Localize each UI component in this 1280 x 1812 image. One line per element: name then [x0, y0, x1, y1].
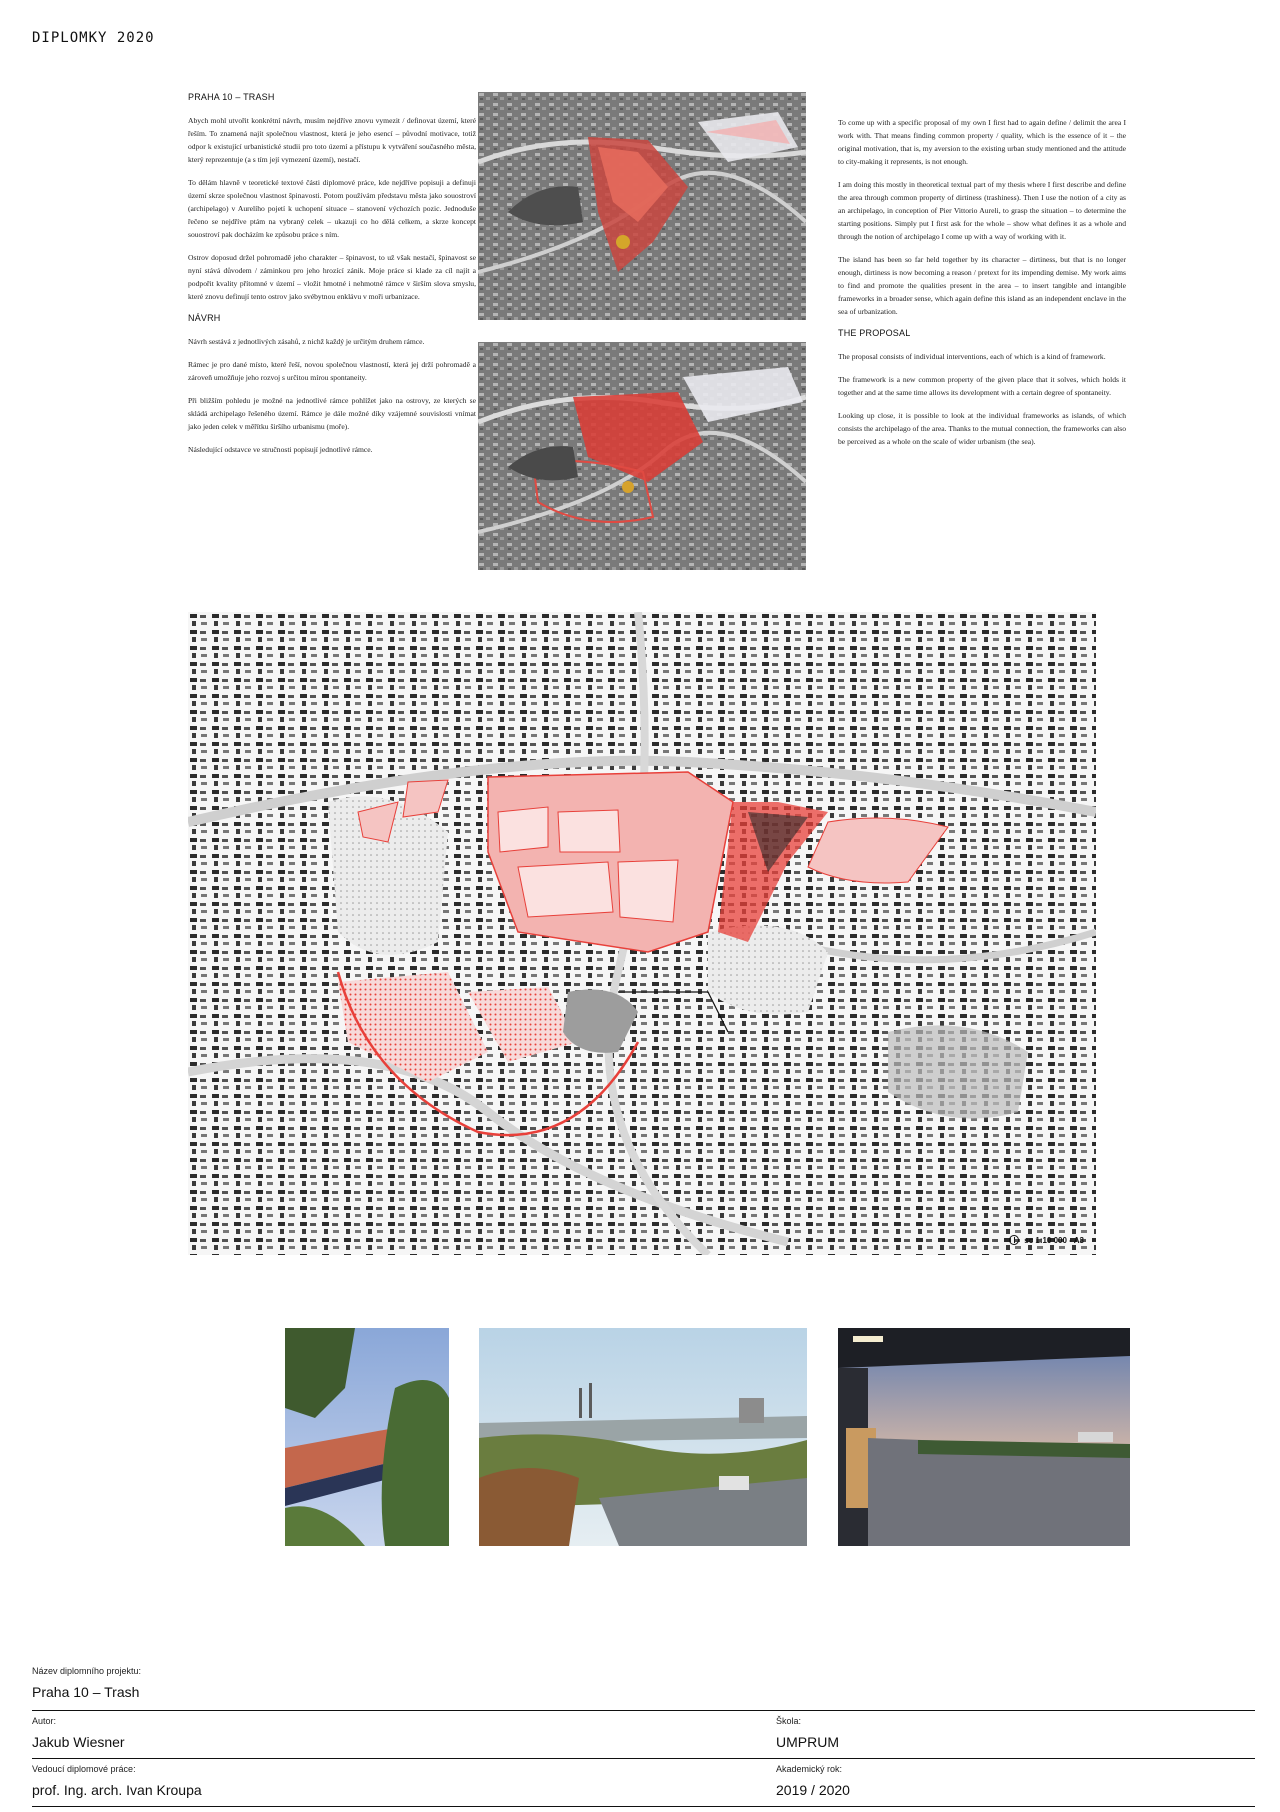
czech-paragraph: Abych mohl utvořit konkrétní návrh, musím nejdříve znovu vymezit / definovat území, které řeším. To znamená najít společnou vlastnost, která je jeho esencí – původní motivace, totiž odpor k existující urbanistické studii pro toto území a přístupu k vytváření současného města, který reprezentuje (a s tím její vymezení území), nestačí.: [188, 116, 476, 164]
czech-proposal-paragraph: Následující odstavce ve stručnosti popisují jednotlivé rámce.: [188, 445, 373, 454]
north-arrow-icon: [1009, 1235, 1019, 1245]
english-paragraph: I am doing this mostly in theoretical textual part of my thesis where I first describe and define the area through common property of dirtiness (trashiness). Then I use the notion of a city as an archipelago, in conception of Pier Vittorio Aureli, to grasp the situation – to determine the starting positions. Simply put I first ask for the whole – show what defines it as a whole and through the notion of archipelago I come up with a way of working with it.: [838, 180, 1126, 241]
czech-proposal-paragraph: Návrh sestává z jednotlivých zásahů, z nichž každý je určitým druhem rámce.: [188, 337, 425, 346]
czech-paragraph: To dělám hlavně v teoretické textové části diplomové práce, kde nejdříve popisuji a definuji území skrze společnou vlastnost špinavosti. Potom používám představu města jako souostroví (archipelago) v Aurelího pojetí k uchopení situace – stanovení výchozích pozic. Jednoduše řečeno se nejdříve ptám na vybraný celek – ukazuji co ho dělá celkem, a skrze koncept souostroví pak docházím ke způsobu práce s ním.: [188, 178, 476, 239]
divider: [32, 1710, 1255, 1711]
aerial-photo-top: [478, 92, 806, 320]
project-name-label: Název diplomního projektu:: [32, 1666, 142, 1676]
school-label: Škola:: [776, 1716, 802, 1726]
photo-bridge: [285, 1328, 449, 1546]
english-paragraph: The island has been so far held together by its character – dirtiness, but that is no longer enough, dirtiness is now becoming a reason / pretext for its impending demise. My work aims to find and promote the qualities present in the area – to insert tangible and intangible frameworks in a broader sense, which again define this island as an independent enclave in the sea of urbanization.: [838, 255, 1126, 316]
english-proposal-paragraph: The proposal consists of individual interventions, each of which is a kind of framework.: [838, 352, 1106, 361]
czech-paragraph: Ostrov doposud držel pohromadě jeho charakter – špinavost, to už však nestačí, špinavost se nyní stává důvodem / záminkou pro jeho hrozící zánik. Moje práce si klade za cíl najít a podpořit kvality přítomné v území – vložit hmotné i nehmotné rámce v širším slova smyslu, které znovu definují tento ostrov jako svébytnou enklávu v moři urbanizace.: [188, 253, 476, 301]
english-paragraph: To come up with a specific proposal of my own I first had to again define / delimit the area I work with. That means finding common property / quality, which is the essence of it – the original motivation, that is, my aversion to the existing urban study mentioned and the attitude to city-making it represents, is not enough.: [838, 118, 1126, 166]
author-value: Jakub Wiesner: [32, 1734, 125, 1750]
master-plan-map: [188, 612, 1096, 1255]
project-name-value: Praha 10 – Trash: [32, 1684, 140, 1700]
year-label: Akademický rok:: [776, 1764, 843, 1774]
english-text-column: [838, 116, 1126, 458]
supervisor-label: Vedoucí diplomové práce:: [32, 1764, 136, 1774]
english-proposal-paragraph: Looking up close, it is possible to look at the individual frameworks as islands, of which consists the archipelago of the area. Thanks to the mutual connection, the frameworks can also be perceived as a whole on the scale of wider urbanism (the sea).: [838, 411, 1126, 446]
header-title: DIPLOMKY 2020: [32, 30, 155, 46]
aerial-photo-bottom: [478, 342, 806, 570]
czech-subheading: NÁVRH: [188, 313, 221, 323]
school-value: UMPRUM: [776, 1734, 839, 1750]
scale-label: [1009, 1235, 1084, 1245]
czech-text-column: [188, 92, 476, 466]
english-subheading: THE PROPOSAL: [838, 328, 911, 338]
photo-landscape: [479, 1328, 807, 1546]
year-value: 2019 / 2020: [776, 1782, 850, 1798]
author-label: Autor:: [32, 1716, 57, 1726]
czech-proposal-paragraph: Při bližším pohledu je možné na jednotlivé rámce pohlížet jako na ostrovy, ze kterých se skládá archipelago řešeného území. Rámce je dále možné díky vzájemné souvislosti vnímat jako jeden celek v měřítku širšího urbanismu (moře).: [188, 396, 476, 431]
supervisor-value: prof. Ing. arch. Ivan Kroupa: [32, 1782, 202, 1798]
divider: [32, 1806, 1255, 1807]
scale-text: sc 1:10 000 - A3: [1024, 1235, 1084, 1245]
czech-heading: PRAHA 10 – TRASH: [188, 92, 275, 102]
czech-proposal-paragraph: Rámec je pro dané místo, které řeší, novou společnou vlastností, která jej drží pohromadě a zároveň umožňuje jeho rozvoj s určitou mírou spontaneity.: [188, 360, 476, 382]
photo-bus-stop: [838, 1328, 1130, 1546]
divider: [32, 1758, 1255, 1759]
english-proposal-paragraph: The framework is a new common property of the given place that it solves, which holds it together and at the same time allows its development with a certain degree of spontaneity.: [838, 375, 1126, 397]
